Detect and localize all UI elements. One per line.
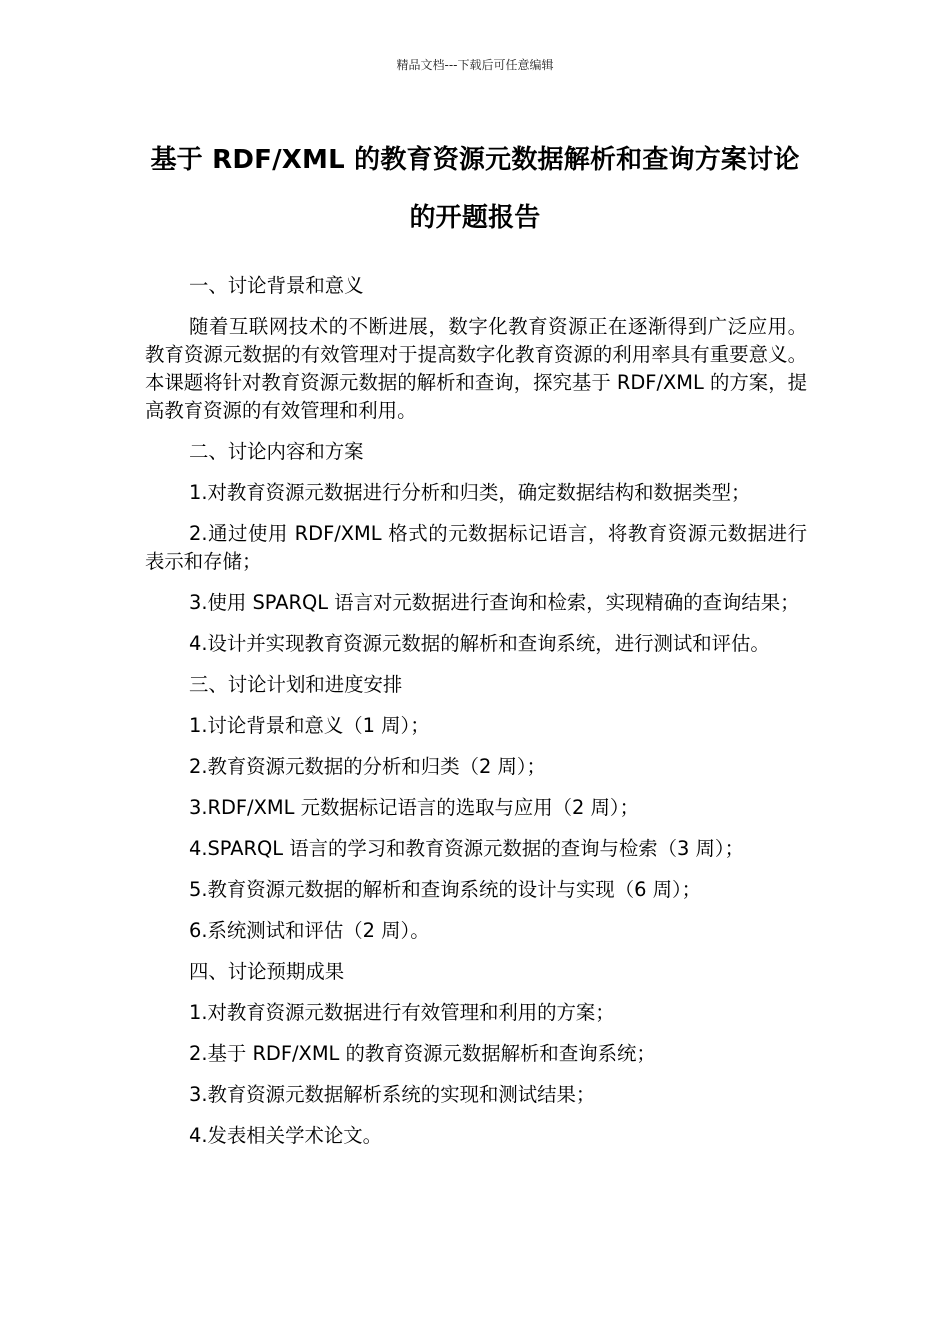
list-item-schedule-5: 5.教育资源元数据的解析和查询系统的设计与实现（6 周）； [189,878,702,901]
header-note: 精品文档---下载后可任意编辑 [396,58,554,72]
paragraph-background: 随着互联网技术的不断进展，数字化教育资源正在逐渐得到广泛应用。教育资源元数据的有效管理对于提高数字化教育资源的利用率具有重要意义。本课题将针对教育资源元数据的解析和查询，探究基于 RDF/XML 的方案，提高教育资源的有效管理和利用。 [145,315,807,422]
section-heading-content: 二、讨论内容和方案 [189,440,364,463]
section-heading-outcomes: 四、讨论预期成果 [189,960,345,983]
list-item-content-1: 1.对教育资源元数据进行分析和归类，确定数据结构和数据类型； [189,481,751,504]
section-heading-schedule: 三、讨论计划和进度安排 [189,673,403,696]
list-item-schedule-3: 3.RDF/XML 元数据标记语言的选取与应用（2 周）； [189,796,640,819]
list-item-outcome-4: 4.发表相关学术论文。 [189,1124,383,1147]
list-item-schedule-1: 1.讨论背景和意义（1 周）； [189,714,430,737]
list-item-content-4: 4.设计并实现教育资源元数据的解析和查询系统，进行测试和评估。 [189,632,770,655]
list-item-content-3: 3.使用 SPARQL 语言对元数据进行查询和检索，实现精确的查询结果； [189,591,800,614]
list-item-outcome-1: 1.对教育资源元数据进行有效管理和利用的方案； [189,1001,615,1024]
document-title: 基于 RDF/XML 的教育资源元数据解析和查询方案讨论的开题报告 [150,145,800,233]
list-item-schedule-2: 2.教育资源元数据的分析和归类（2 周）； [189,755,546,778]
document-body [145,272,807,1163]
list-item-outcome-2: 2.基于 RDF/XML 的教育资源元数据解析和查询系统； [189,1042,656,1065]
list-item-schedule-4: 4.SPARQL 语言的学习和教育资源元数据的查询与检索（3 周）； [189,837,745,860]
list-item-outcome-3: 3.教育资源元数据解析系统的实现和测试结果； [189,1083,596,1106]
list-item-content-2: 2.通过使用 RDF/XML 格式的元数据标记语言，将教育资源元数据进行表示和存储； [145,522,807,573]
section-heading-background: 一、讨论背景和意义 [189,274,364,297]
list-item-schedule-6: 6.系统测试和评估（2 周）。 [189,919,430,942]
